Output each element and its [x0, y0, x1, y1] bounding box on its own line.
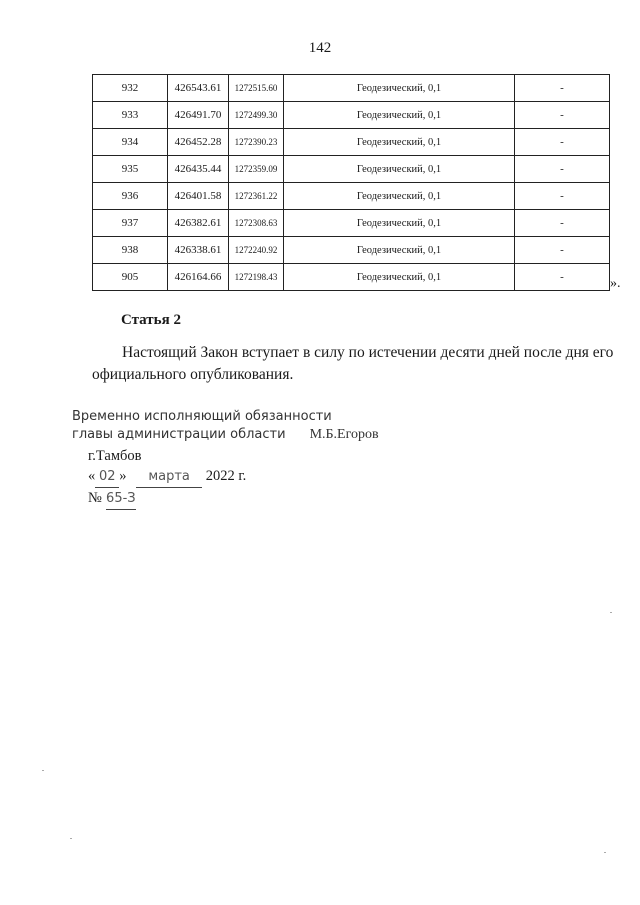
signatory-role-line-2: главы администрации области	[72, 427, 286, 442]
table-row	[93, 264, 610, 291]
y-coordinate-cell: 1272240.92	[229, 237, 284, 264]
note-cell: -	[515, 129, 610, 156]
signatory-role-line-1: Временно исполняющий обязанности	[72, 409, 332, 424]
number-sign: №	[88, 490, 102, 506]
point-number-cell: 933	[93, 102, 168, 129]
law-number: 65-З	[106, 489, 136, 510]
note-cell: -	[515, 102, 610, 129]
method-accuracy-cell: Геодезический, 0,1	[284, 75, 515, 102]
coordinates-table	[92, 74, 610, 291]
point-number-cell: 936	[93, 183, 168, 210]
x-coordinate-cell: 426401.58	[168, 183, 229, 210]
note-cell: -	[515, 210, 610, 237]
method-accuracy-cell: Геодезический, 0,1	[284, 102, 515, 129]
point-number-cell: 934	[93, 129, 168, 156]
table-row	[93, 102, 610, 129]
x-coordinate-cell: 426452.28	[168, 129, 229, 156]
date-year: 2022 г.	[205, 468, 247, 484]
article-title: Статья 2	[121, 312, 181, 328]
method-accuracy-cell: Геодезический, 0,1	[284, 210, 515, 237]
y-coordinate-cell: 1272390.23	[229, 129, 284, 156]
table-row	[93, 183, 610, 210]
x-coordinate-cell: 426382.61	[168, 210, 229, 237]
y-coordinate-cell: 1272515.60	[229, 75, 284, 102]
table-row	[93, 75, 610, 102]
signature-block	[72, 408, 379, 444]
signatory-name: М.Б.Егоров	[309, 427, 379, 442]
scan-speck	[70, 838, 72, 839]
method-accuracy-cell: Геодезический, 0,1	[284, 183, 515, 210]
point-number-cell: 935	[93, 156, 168, 183]
method-accuracy-cell: Геодезический, 0,1	[284, 156, 515, 183]
x-coordinate-cell: 426543.61	[168, 75, 229, 102]
note-cell: -	[515, 237, 610, 264]
table-row	[93, 210, 610, 237]
scan-speck	[604, 852, 606, 853]
number-line	[88, 488, 246, 510]
table-row	[93, 237, 610, 264]
point-number-cell: 937	[93, 210, 168, 237]
article-body: Настоящий Закон вступает в силу по истечении десяти дней после дня его официального опубликования.	[92, 344, 614, 383]
date-open-quote: «	[88, 468, 96, 484]
note-cell: -	[515, 183, 610, 210]
y-coordinate-cell: 1272359.09	[229, 156, 284, 183]
date-line	[88, 466, 246, 488]
note-cell: -	[515, 264, 610, 291]
point-number-cell: 938	[93, 237, 168, 264]
y-coordinate-cell: 1272308.63	[229, 210, 284, 237]
scan-speck	[42, 770, 44, 771]
method-accuracy-cell: Геодезический, 0,1	[284, 237, 515, 264]
coordinates-table-body	[93, 75, 610, 291]
place-date-block	[88, 446, 246, 510]
method-accuracy-cell: Геодезический, 0,1	[284, 264, 515, 291]
note-cell: -	[515, 75, 610, 102]
date-close-quote: »	[119, 468, 127, 484]
date-month: марта	[136, 467, 202, 488]
city: г.Тамбов	[88, 448, 142, 464]
scan-speck	[610, 612, 612, 613]
point-number-cell: 932	[93, 75, 168, 102]
x-coordinate-cell: 426164.66	[168, 264, 229, 291]
date-day: 02	[95, 467, 119, 488]
page-number: 142	[308, 40, 332, 56]
table-row	[93, 156, 610, 183]
y-coordinate-cell: 1272499.30	[229, 102, 284, 129]
x-coordinate-cell: 426435.44	[168, 156, 229, 183]
method-accuracy-cell: Геодезический, 0,1	[284, 129, 515, 156]
note-cell: -	[515, 156, 610, 183]
point-number-cell: 905	[93, 264, 168, 291]
x-coordinate-cell: 426338.61	[168, 237, 229, 264]
table-row	[93, 129, 610, 156]
y-coordinate-cell: 1272361.22	[229, 183, 284, 210]
x-coordinate-cell: 426491.70	[168, 102, 229, 129]
y-coordinate-cell: 1272198.43	[229, 264, 284, 291]
closing-quote: ».	[610, 276, 621, 291]
